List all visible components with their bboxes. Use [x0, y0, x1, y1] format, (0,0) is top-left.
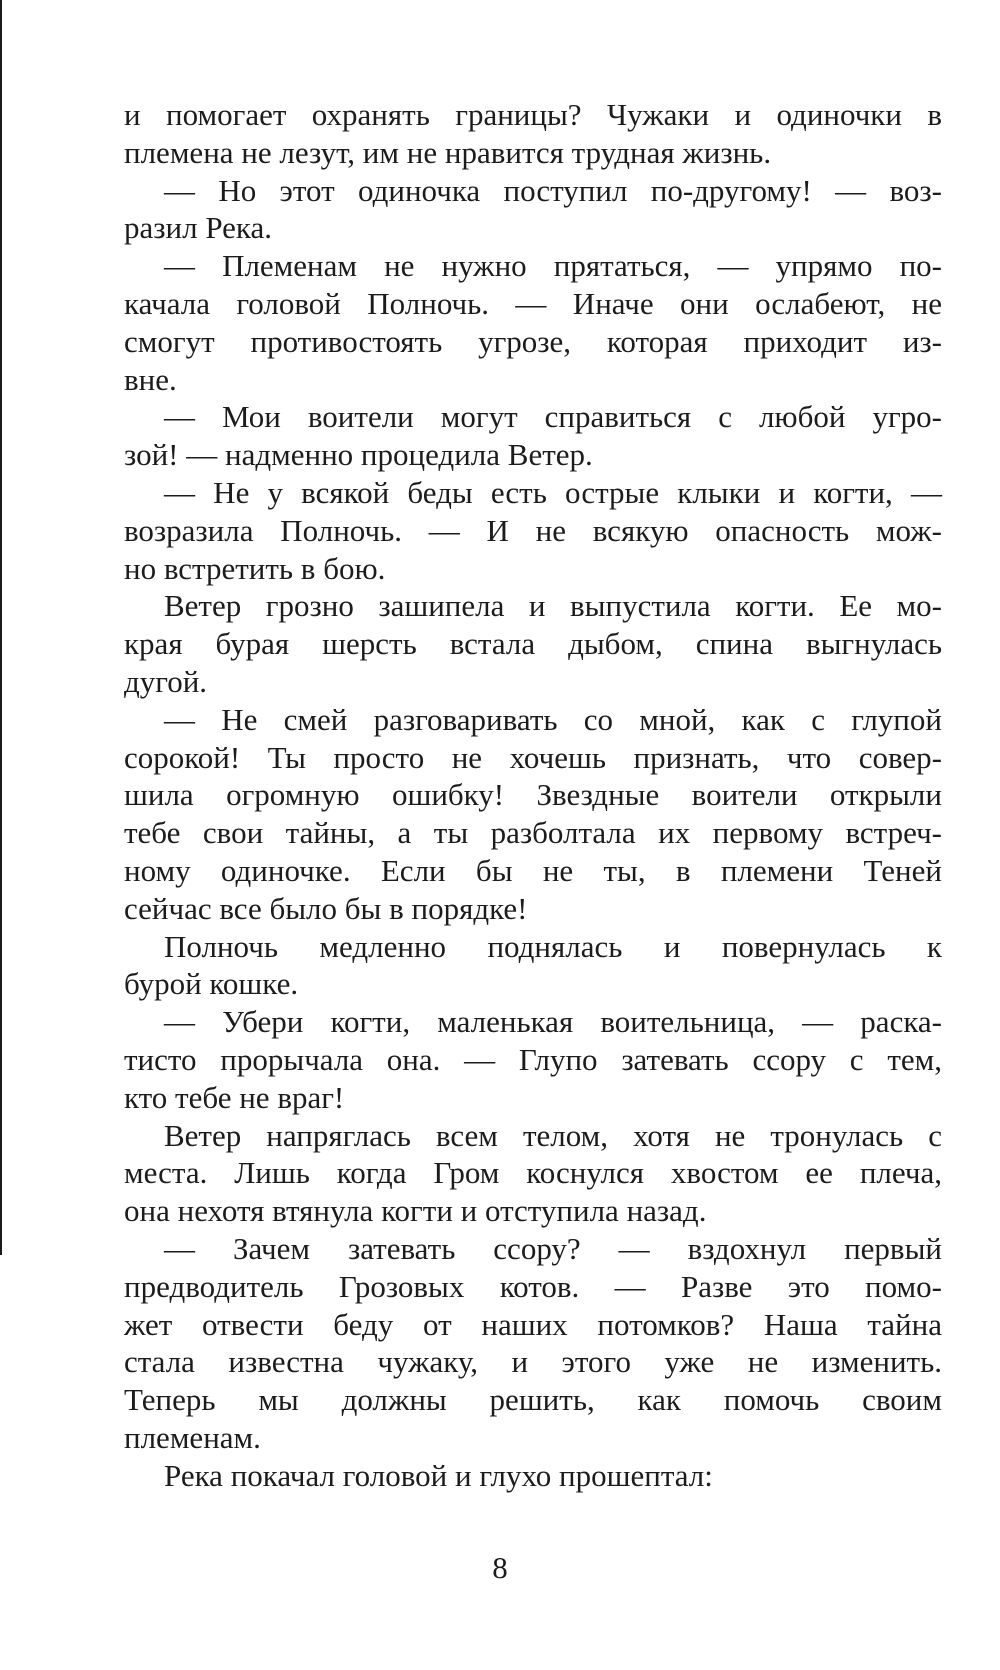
text-line: бурой кошке.	[124, 966, 299, 1002]
text-line: возразила Полночь. — И не всякую опасность мож-	[124, 512, 942, 548]
paragraph	[124, 587, 942, 700]
text-line: края бурая шерсть встала дыбом, спина выгнулась	[124, 626, 942, 662]
paragraph	[124, 1003, 942, 1116]
text-line: качала головой Полночь. — Иначе они ослабеют, не	[124, 285, 942, 321]
text-line: — Не смей разговаривать со мной, как с глупой	[164, 701, 942, 737]
paragraph	[124, 96, 942, 172]
text-line: Ветер напряглась всем телом, хотя не тронулась с	[164, 1117, 942, 1153]
text-line: но встретить в бою.	[124, 550, 386, 586]
text-line: места. Лишь когда Гром коснулся хвостом ее плеча,	[124, 1155, 942, 1191]
text-line: тисто прорычала она. — Глупо затевать ссору с тем,	[124, 1041, 942, 1077]
paragraph	[124, 1457, 942, 1495]
paragraph	[124, 701, 942, 928]
text-line: стала известна чужаку, и этого уже не изменить.	[124, 1344, 942, 1380]
text-line: — Но этот одиночка поступил по-другому! — воз-	[164, 172, 942, 208]
text-line: и помогает охранять границы? Чужаки и одиночки в	[124, 97, 942, 132]
text-line: шила огромную ошибку! Звездные воители открыли	[124, 777, 942, 813]
text-line: Река покачал головой и глухо прошептал:	[164, 1457, 713, 1493]
text-line: кто тебе не враг!	[124, 1079, 345, 1115]
paragraph	[124, 474, 942, 587]
paragraph	[124, 398, 942, 474]
text-line: Полночь медленно поднялась и повернулась к	[164, 928, 942, 964]
paragraph	[124, 928, 942, 1004]
text-line: племенам.	[124, 1419, 261, 1455]
text-line: — Племенам не нужно прятаться, — упрямо по-	[164, 248, 942, 284]
page-number: 8	[492, 1550, 508, 1585]
text-line: жет отвести беду от наших потомков? Наша тайна	[124, 1306, 942, 1342]
paragraph	[124, 172, 942, 248]
text-line: — Мои воители могут справиться с любой угро-	[164, 399, 942, 435]
paragraph	[124, 247, 942, 398]
text-line: смогут противостоять угрозе, которая приходит из-	[124, 323, 942, 359]
text-line: сейчас все было бы в порядке!	[124, 890, 528, 926]
text-line: вне.	[124, 361, 177, 397]
paragraph	[124, 1230, 942, 1457]
text-line: — Зачем затевать ссору? — вздохнул первый	[164, 1230, 942, 1266]
text-line: сорокой! Ты просто не хочешь признать, что совер-	[124, 739, 942, 775]
text-line: тебе свои тайны, а ты разболтала их первому встреч-	[124, 815, 942, 851]
text-line: племена не лезут, им не нравится трудная жизнь.	[124, 134, 772, 170]
text-line: ному одиночке. Если бы не ты, в племени Теней	[124, 852, 942, 888]
text-line: зой! — надменно процедила Ветер.	[124, 437, 593, 473]
body-text	[124, 96, 942, 1494]
text-line: дугой.	[124, 663, 208, 699]
text-line: Теперь мы должны решить, как помочь своим	[124, 1382, 942, 1418]
paragraph	[124, 1117, 942, 1230]
text-line: — Убери когти, маленькая воительница, — раска-	[164, 1004, 942, 1040]
text-line: она нехотя втянула когти и отступила назад.	[124, 1193, 707, 1229]
text-line: предводитель Грозовых котов. — Разве это помо-	[124, 1268, 942, 1304]
page-edge-line	[0, 0, 2, 1255]
text-line: разил Река.	[124, 210, 273, 246]
text-line: Ветер грозно зашипела и выпустила когти. Ее мо-	[164, 588, 942, 624]
text-line: — Не у всякой беды есть острые клыки и когти, —	[164, 474, 942, 510]
